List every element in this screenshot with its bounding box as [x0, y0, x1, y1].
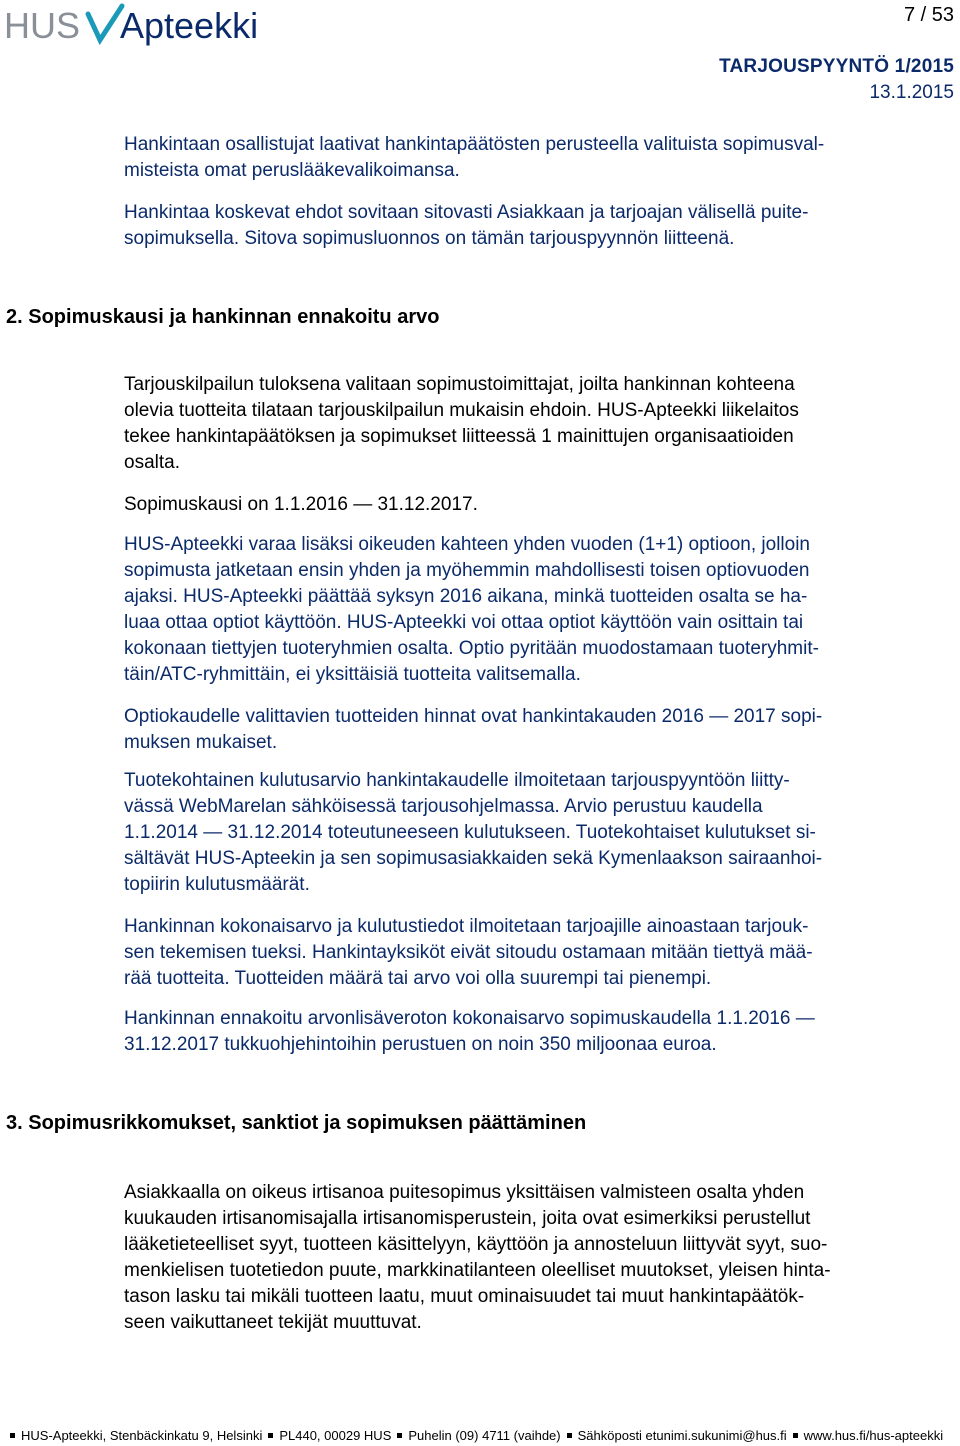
section-3-paragraph-1: Asiakkaalla on oikeus irtisanoa puitesopimus yksittäisen valmisteen osalta yhden kuukauden irtisanomisajalla irtisanomisperustein, joita ovat esimerkiksi perustellut lääketieteelliset syyt, tuotteen käsittelyyn, käyttöön ja annosteluun liittyvät syyt, suo- menkielisen tuotetiedon puute, markkinatilanteen oleelliset muutokset, yleisen hinta- tason lasku tai mikäli tuotteen laatu, muut ominaisuudet tai muut hankintapäätök- seen vaikuttaneet tekijät muuttuvat.: [124, 1182, 831, 1333]
section-2-estimate-paragraph: Hankinnan ennakoitu arvonlisäveroton kokonaisarvo sopimuskaudella 1.1.2016 — 31.12.2017 tukkuohjehintoihin perustuen on noin 350 miljoonaa euroa.: [124, 1008, 815, 1055]
bullet-icon: [567, 1433, 572, 1438]
section-2-consumption-paragraph: Tuotekohtainen kulutusarvio hankintakaudelle ilmoitetaan tarjouspyyntöön liitty- vässä WebMarelan sähköisessä tarjousohjelmassa. Arvio perustuu kaudella 1.1.2014 — 31.12.2014 toteutuneeseen kulutukseen. Tuotekohtaiset kulutukset si- sältävät HUS-Apteekin ja sen sopimusasiakkaiden sekä Kymenlaakson sairaanhoi- topiirin kulutusmäärät.: [124, 770, 823, 895]
footer-email[interactable]: Sähköposti etunimi.sukunimi@hus.fi: [577, 1428, 787, 1443]
section-2-heading: 2. Sopimuskausi ja hankinnan ennakoitu arvo: [6, 306, 440, 328]
section-3-heading: 3. Sopimusrikkomukset, sanktiot ja sopimuksen päättäminen: [6, 1112, 587, 1134]
section-2-paragraph-1: Tarjouskilpailun tuloksena valitaan sopimustoimittajat, joilta hankinnan kohteena olevia tuotteita tilataan tarjouskilpailun mukaisin ehdoin. HUS-Apteekki liikelaitos tekee hankintapäätöksen ja sopimukset liitteessä 1 mainittujen organisaatioiden osalta.: [124, 374, 799, 473]
footer-web-link[interactable]: www.hus.fi/hus-apteekki: [803, 1428, 944, 1443]
document-title: TARJOUSPYYNTÖ 1/2015: [719, 56, 954, 77]
logo-check-icon: [88, 6, 122, 40]
section-2-contract-period: Sopimuskausi on 1.1.2016 — 31.12.2017.: [124, 494, 478, 515]
logo-graphic: [4, 0, 294, 52]
bullet-icon: [793, 1433, 798, 1438]
page-number: 7 / 53: [903, 4, 954, 26]
intro-paragraph-2: Hankintaa koskevat ehdot sovitaan sitovasti Asiakkaan ja tarjoajan välisellä puite- sopimuksella. Sitova sopimusluonnos on tämän tarjouspyynnön liitteenä.: [124, 202, 809, 249]
section-2-option-prices-paragraph: Optiokaudelle valittavien tuotteiden hinnat ovat hankintakauden 2016 — 2017 sopi- muksen mukaiset.: [124, 706, 823, 753]
bullet-icon: [397, 1433, 402, 1438]
footer-phone: Puhelin (09) 4711 (vaihde): [408, 1428, 561, 1443]
footer-address: HUS-Apteekki, Stenbäckinkatu 9, Helsinki: [21, 1428, 263, 1443]
logo-text-apteekki: Apteekki: [120, 5, 259, 46]
section-2-total-value-paragraph: Hankinnan kokonaisarvo ja kulutustiedot ilmoitetaan tarjoajille ainoastaan tarjouk- sen tekemisen tueksi. Hankintayksiköt eivät sitoudu ostamaan mitään tiettyä mää- rää tuotteita. Tuotteiden määrä tai arvo voi olla suurempi tai pienempi.: [124, 916, 813, 989]
bullet-icon: [268, 1433, 273, 1438]
page-footer: [4, 1428, 956, 1443]
hus-apteekki-logo: [4, 0, 294, 52]
footer-po-box: PL440, 00029 HUS: [279, 1428, 392, 1443]
logo-text-hus: HUS: [4, 5, 81, 46]
intro-paragraph-1: Hankintaan osallistujat laativat hankintapäätösten perusteella valituista sopimusval- misteista omat peruslääkevalikoimansa.: [124, 134, 825, 181]
bullet-icon: [10, 1433, 15, 1438]
section-2-options-paragraph: HUS-Apteekki varaa lisäksi oikeuden kahteen yhden vuoden (1+1) optioon, jolloin sopimusta jatketaan ensin yhden ja myöhemmin mahdollisesti toisen optiovuoden ajaksi. HUS-Apteekki päättää syksyn 2016 aikana, minkä tuotteiden osalta se ha- luaa ottaa optiot käyttöön. HUS-Apteekki voi ottaa optiot käyttöön vain osittain tai kokonaan tiettyjen tuoteryhmien osalta. Optio pyritään muodostamaan tuoteryhmit- täin/ATC-ryhmittäin, ei yksittäisiä tuotteita valitsemalla.: [124, 534, 819, 685]
document-date: 13.1.2015: [869, 82, 954, 103]
